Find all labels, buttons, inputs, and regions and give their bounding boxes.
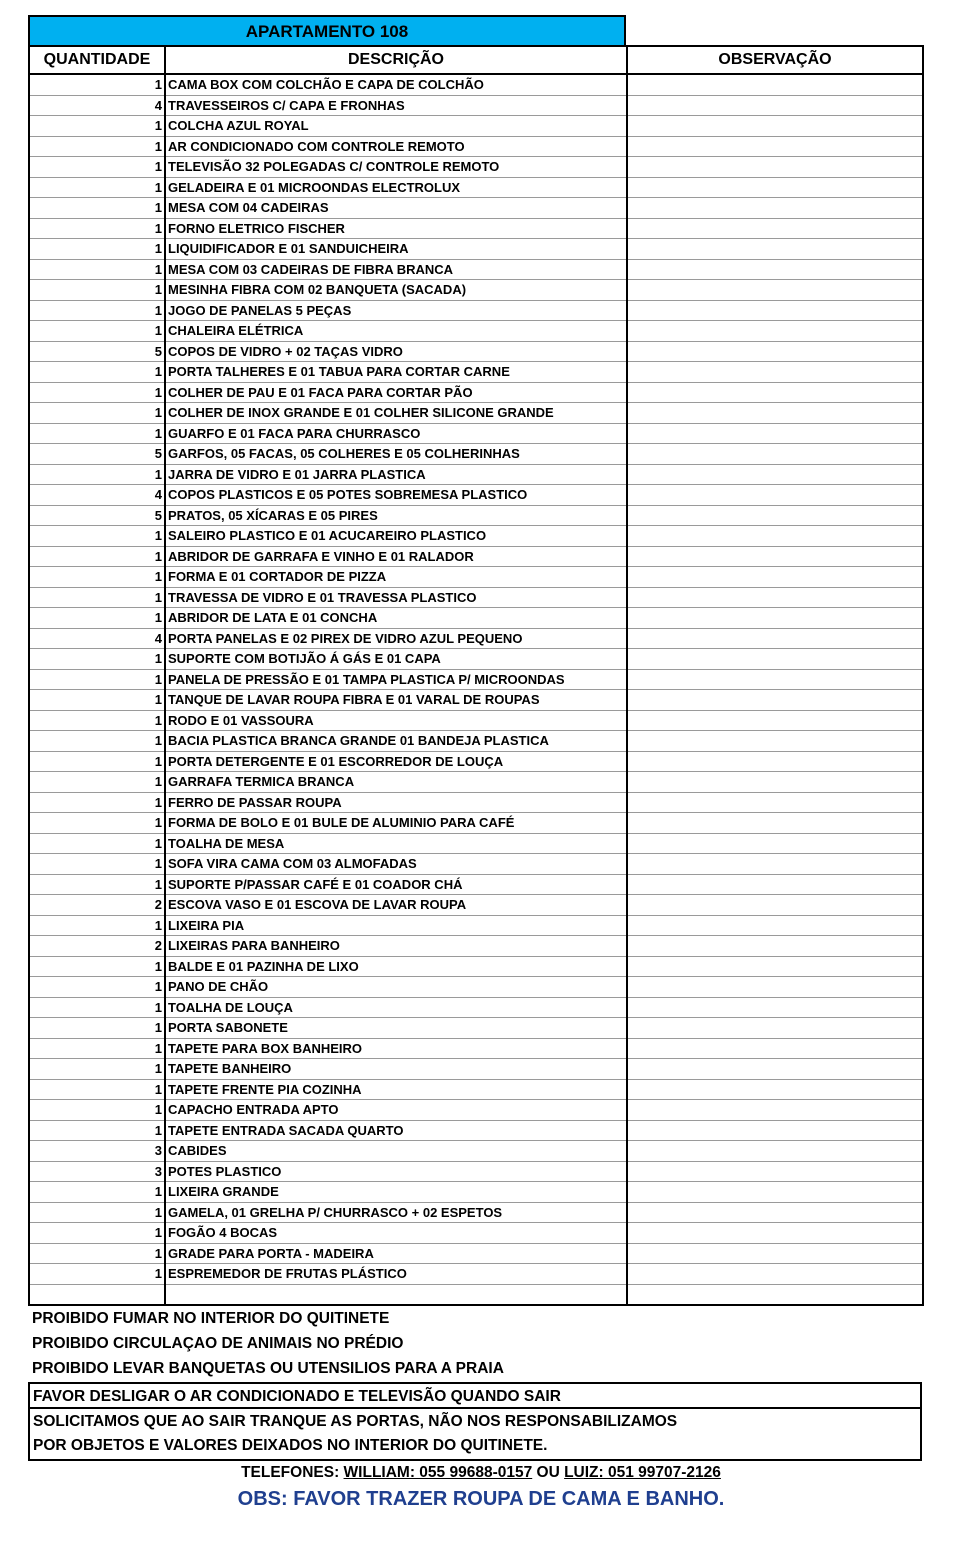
description-cell: PORTA SABONETE bbox=[165, 1018, 627, 1039]
description-cell: COLCHA AZUL ROYAL bbox=[165, 116, 627, 137]
table-row bbox=[29, 936, 923, 957]
observation-cell bbox=[627, 731, 923, 752]
description-cell: ESPREMEDOR DE FRUTAS PLÁSTICO bbox=[165, 1264, 627, 1285]
quantity-cell: 1 bbox=[29, 382, 165, 403]
observation-cell bbox=[627, 403, 923, 424]
table-row bbox=[29, 690, 923, 711]
header-observacao: OBSERVAÇÃO bbox=[627, 46, 923, 74]
quantity-cell: 1 bbox=[29, 649, 165, 670]
quantity-cell: 1 bbox=[29, 1182, 165, 1203]
table-row bbox=[29, 1243, 923, 1264]
observation-cell bbox=[627, 874, 923, 895]
observation-cell bbox=[627, 505, 923, 526]
observation-cell bbox=[627, 362, 923, 383]
observation-cell bbox=[627, 280, 923, 301]
rule-line: PROIBIDO LEVAR BANQUETAS OU UTENSILIOS PARA A PRAIA bbox=[32, 1360, 504, 1377]
observation-cell bbox=[627, 956, 923, 977]
quantity-cell: 1 bbox=[29, 1243, 165, 1264]
description-cell: JARRA DE VIDRO E 01 JARRA PLASTICA bbox=[165, 464, 627, 485]
observation-cell bbox=[627, 95, 923, 116]
observation-cell bbox=[627, 854, 923, 875]
quantity-cell: 1 bbox=[29, 669, 165, 690]
observation-cell bbox=[627, 1141, 923, 1162]
quantity-cell: 5 bbox=[29, 505, 165, 526]
table-row bbox=[29, 300, 923, 321]
quantity-cell: 3 bbox=[29, 1161, 165, 1182]
table-row bbox=[29, 1182, 923, 1203]
table-row bbox=[29, 751, 923, 772]
apartment-title: APARTAMENTO 108 bbox=[28, 15, 626, 45]
quantity-cell: 1 bbox=[29, 956, 165, 977]
observation-cell bbox=[627, 1038, 923, 1059]
quantity-cell: 1 bbox=[29, 1059, 165, 1080]
notice-box-ac bbox=[28, 1382, 922, 1409]
table-row bbox=[29, 895, 923, 916]
table-row bbox=[29, 95, 923, 116]
table-row bbox=[29, 444, 923, 465]
observation-cell bbox=[627, 239, 923, 260]
description-cell: BALDE E 01 PAZINHA DE LIXO bbox=[165, 956, 627, 977]
table-row bbox=[29, 1038, 923, 1059]
description-cell: TAPETE ENTRADA SACADA QUARTO bbox=[165, 1120, 627, 1141]
description-cell: FORNO ELETRICO FISCHER bbox=[165, 218, 627, 239]
description-cell: JOGO DE PANELAS 5 PEÇAS bbox=[165, 300, 627, 321]
description-cell: FERRO DE PASSAR ROUPA bbox=[165, 792, 627, 813]
description-cell: PANELA DE PRESSÃO E 01 TAMPA PLASTICA P/ MICROONDAS bbox=[165, 669, 627, 690]
description-cell: TRAVESSA DE VIDRO E 01 TRAVESSA PLASTICO bbox=[165, 587, 627, 608]
quantity-cell: 1 bbox=[29, 1038, 165, 1059]
observation-cell bbox=[627, 1018, 923, 1039]
table-row bbox=[29, 792, 923, 813]
observation-cell bbox=[627, 1264, 923, 1285]
table-row bbox=[29, 362, 923, 383]
table-row bbox=[29, 1264, 923, 1285]
description-cell: SALEIRO PLASTICO E 01 ACUCAREIRO PLASTICO bbox=[165, 526, 627, 547]
quantity-cell: 1 bbox=[29, 997, 165, 1018]
quantity-cell: 1 bbox=[29, 772, 165, 793]
description-cell: PORTA PANELAS E 02 PIREX DE VIDRO AZUL PEQUENO bbox=[165, 628, 627, 649]
observation-cell bbox=[627, 485, 923, 506]
quantity-cell: 1 bbox=[29, 874, 165, 895]
table-row bbox=[29, 403, 923, 424]
description-cell: COLHER DE INOX GRANDE E 01 COLHER SILICONE GRANDE bbox=[165, 403, 627, 424]
observation-cell bbox=[627, 259, 923, 280]
quantity-cell: 1 bbox=[29, 1120, 165, 1141]
quantity-cell: 1 bbox=[29, 362, 165, 383]
quantity-cell: 1 bbox=[29, 567, 165, 588]
quantity-cell: 1 bbox=[29, 423, 165, 444]
description-cell: FOGÃO 4 BOCAS bbox=[165, 1223, 627, 1244]
quantity-cell: 1 bbox=[29, 1100, 165, 1121]
table-row bbox=[29, 136, 923, 157]
inventory-table bbox=[28, 45, 924, 1306]
table-row bbox=[29, 382, 923, 403]
table-row bbox=[29, 341, 923, 362]
table-row bbox=[29, 198, 923, 219]
table-row bbox=[29, 177, 923, 198]
table-row bbox=[29, 321, 923, 342]
quantity-cell bbox=[29, 1284, 165, 1305]
notice-text: SOLICITAMOS QUE AO SAIR TRANQUE AS PORTAS, NÃO NOS RESPONSABILIZAMOS bbox=[33, 1413, 678, 1430]
quantity-cell: 1 bbox=[29, 526, 165, 547]
description-cell: TAPETE PARA BOX BANHEIRO bbox=[165, 1038, 627, 1059]
quantity-cell: 1 bbox=[29, 239, 165, 260]
description-cell: TANQUE DE LAVAR ROUPA FIBRA E 01 VARAL DE ROUPAS bbox=[165, 690, 627, 711]
observation-cell bbox=[627, 751, 923, 772]
rules-list bbox=[32, 1306, 504, 1381]
observation-cell bbox=[627, 567, 923, 588]
observation-cell bbox=[627, 341, 923, 362]
description-cell: LIXEIRA PIA bbox=[165, 915, 627, 936]
table-row bbox=[29, 874, 923, 895]
quantity-cell: 1 bbox=[29, 792, 165, 813]
table-row bbox=[29, 649, 923, 670]
table-row bbox=[29, 854, 923, 875]
description-cell: GRADE PARA PORTA - MADEIRA bbox=[165, 1243, 627, 1264]
table-row bbox=[29, 1161, 923, 1182]
observation-cell bbox=[627, 813, 923, 834]
observation-cell bbox=[627, 936, 923, 957]
description-cell: ABRIDOR DE GARRAFA E VINHO E 01 RALADOR bbox=[165, 546, 627, 567]
observation-cell bbox=[627, 710, 923, 731]
table-row bbox=[29, 485, 923, 506]
description-cell: MESINHA FIBRA COM 02 BANQUETA (SACADA) bbox=[165, 280, 627, 301]
notice-text: FAVOR DESLIGAR O AR CONDICIONADO E TELEVISÃO QUANDO SAIR bbox=[33, 1388, 561, 1405]
description-cell: PORTA DETERGENTE E 01 ESCORREDOR DE LOUÇA bbox=[165, 751, 627, 772]
table-row bbox=[29, 464, 923, 485]
table-row bbox=[29, 1059, 923, 1080]
quantity-cell: 1 bbox=[29, 157, 165, 178]
description-cell: LIXEIRAS PARA BANHEIRO bbox=[165, 936, 627, 957]
quantity-cell: 1 bbox=[29, 1264, 165, 1285]
observation-cell bbox=[627, 587, 923, 608]
phones-line bbox=[0, 1464, 962, 1482]
table-body bbox=[29, 74, 923, 1305]
observation-cell bbox=[627, 915, 923, 936]
quantity-cell: 1 bbox=[29, 177, 165, 198]
observation-cell bbox=[627, 1284, 923, 1305]
description-cell: AR CONDICIONADO COM CONTROLE REMOTO bbox=[165, 136, 627, 157]
observation-cell bbox=[627, 444, 923, 465]
quantity-cell: 1 bbox=[29, 74, 165, 95]
table-row bbox=[29, 526, 923, 547]
phones-label: TELEFONES: bbox=[241, 1464, 340, 1481]
quantity-cell: 1 bbox=[29, 464, 165, 485]
observation-cell bbox=[627, 464, 923, 485]
phone-luiz: LUIZ: 051 99707-2126 bbox=[564, 1464, 721, 1481]
quantity-cell: 1 bbox=[29, 403, 165, 424]
description-cell: COPOS PLASTICOS E 05 POTES SOBREMESA PLASTICO bbox=[165, 485, 627, 506]
observation-cell bbox=[627, 423, 923, 444]
description-cell: TRAVESSEIROS C/ CAPA E FRONHAS bbox=[165, 95, 627, 116]
description-cell: LIQUIDIFICADOR E 01 SANDUICHEIRA bbox=[165, 239, 627, 260]
table-row bbox=[29, 997, 923, 1018]
observation-cell bbox=[627, 177, 923, 198]
quantity-cell: 1 bbox=[29, 1223, 165, 1244]
observation-cell bbox=[627, 1100, 923, 1121]
quantity-cell: 5 bbox=[29, 444, 165, 465]
observation-cell bbox=[627, 772, 923, 793]
quantity-cell: 1 bbox=[29, 813, 165, 834]
observation-cell bbox=[627, 218, 923, 239]
table-row bbox=[29, 628, 923, 649]
quantity-cell: 1 bbox=[29, 300, 165, 321]
rule-line: PROIBIDO CIRCULAÇAO DE ANIMAIS NO PRÉDIO bbox=[32, 1335, 404, 1352]
observation-cell bbox=[627, 300, 923, 321]
quantity-cell: 4 bbox=[29, 485, 165, 506]
table-row bbox=[29, 1079, 923, 1100]
observation-cell bbox=[627, 1223, 923, 1244]
observation-cell bbox=[627, 895, 923, 916]
description-cell: CHALEIRA ELÉTRICA bbox=[165, 321, 627, 342]
header-quantidade: QUANTIDADE bbox=[29, 46, 165, 74]
description-cell: FORMA E 01 CORTADOR DE PIZZA bbox=[165, 567, 627, 588]
quantity-cell: 1 bbox=[29, 1079, 165, 1100]
description-cell: BACIA PLASTICA BRANCA GRANDE 01 BANDEJA PLASTICA bbox=[165, 731, 627, 752]
table-row bbox=[29, 74, 923, 95]
table-row bbox=[29, 1018, 923, 1039]
table-row bbox=[29, 423, 923, 444]
table-row bbox=[29, 956, 923, 977]
table-row bbox=[29, 546, 923, 567]
description-cell: GARRAFA TERMICA BRANCA bbox=[165, 772, 627, 793]
quantity-cell: 1 bbox=[29, 280, 165, 301]
description-cell: SUPORTE COM BOTIJÃO Á GÁS E 01 CAPA bbox=[165, 649, 627, 670]
table-row bbox=[29, 1223, 923, 1244]
notice-text: POR OBJETOS E VALORES DEIXADOS NO INTERIOR DO QUITINETE. bbox=[33, 1437, 548, 1454]
table-row bbox=[29, 772, 923, 793]
quantity-cell: 3 bbox=[29, 1141, 165, 1162]
description-cell: PRATOS, 05 XÍCARAS E 05 PIRES bbox=[165, 505, 627, 526]
header-descricao: DESCRIÇÃO bbox=[165, 46, 627, 74]
table-row bbox=[29, 669, 923, 690]
observation-cell bbox=[627, 1243, 923, 1264]
observation-cell bbox=[627, 116, 923, 137]
quantity-cell: 1 bbox=[29, 198, 165, 219]
quantity-cell: 4 bbox=[29, 95, 165, 116]
quantity-cell: 4 bbox=[29, 628, 165, 649]
quantity-cell: 1 bbox=[29, 854, 165, 875]
table-row bbox=[29, 1284, 923, 1305]
observation-cell bbox=[627, 628, 923, 649]
table-row bbox=[29, 710, 923, 731]
table-header-row bbox=[29, 46, 923, 74]
description-cell: SOFA VIRA CAMA COM 03 ALMOFADAS bbox=[165, 854, 627, 875]
table-row bbox=[29, 280, 923, 301]
table-row bbox=[29, 567, 923, 588]
observation-cell bbox=[627, 997, 923, 1018]
description-cell: COLHER DE PAU E 01 FACA PARA CORTAR PÃO bbox=[165, 382, 627, 403]
quantity-cell: 1 bbox=[29, 587, 165, 608]
description-cell: POTES PLASTICO bbox=[165, 1161, 627, 1182]
description-cell bbox=[165, 1284, 627, 1305]
description-cell: TOALHA DE MESA bbox=[165, 833, 627, 854]
description-cell: LIXEIRA GRANDE bbox=[165, 1182, 627, 1203]
quantity-cell: 1 bbox=[29, 731, 165, 752]
observation-cell bbox=[627, 136, 923, 157]
description-cell: GAMELA, 01 GRELHA P/ CHURRASCO + 02 ESPETOS bbox=[165, 1202, 627, 1223]
table-row bbox=[29, 239, 923, 260]
description-cell: PANO DE CHÃO bbox=[165, 977, 627, 998]
observation-cell bbox=[627, 608, 923, 629]
quantity-cell: 2 bbox=[29, 936, 165, 957]
observation-cell bbox=[627, 526, 923, 547]
table-row bbox=[29, 1100, 923, 1121]
obs-note: OBS: FAVOR TRAZER ROUPA DE CAMA E BANHO. bbox=[237, 1488, 725, 1510]
observation-cell bbox=[627, 198, 923, 219]
quantity-cell: 5 bbox=[29, 341, 165, 362]
quantity-cell: 1 bbox=[29, 751, 165, 772]
quantity-cell: 1 bbox=[29, 116, 165, 137]
quantity-cell: 1 bbox=[29, 136, 165, 157]
description-cell: CABIDES bbox=[165, 1141, 627, 1162]
description-cell: TELEVISÃO 32 POLEGADAS C/ CONTROLE REMOTO bbox=[165, 157, 627, 178]
table-row bbox=[29, 608, 923, 629]
observation-cell bbox=[627, 382, 923, 403]
observation-cell bbox=[627, 321, 923, 342]
table-row bbox=[29, 116, 923, 137]
quantity-cell: 1 bbox=[29, 915, 165, 936]
quantity-cell: 1 bbox=[29, 259, 165, 280]
quantity-cell: 1 bbox=[29, 710, 165, 731]
table-row bbox=[29, 157, 923, 178]
observation-cell bbox=[627, 690, 923, 711]
phones-separator: OU bbox=[536, 1464, 560, 1481]
description-cell: FORMA DE BOLO E 01 BULE DE ALUMINIO PARA CAFÉ bbox=[165, 813, 627, 834]
table-row bbox=[29, 833, 923, 854]
description-cell: RODO E 01 VASSOURA bbox=[165, 710, 627, 731]
quantity-cell: 1 bbox=[29, 833, 165, 854]
table-row bbox=[29, 587, 923, 608]
quantity-cell: 1 bbox=[29, 608, 165, 629]
description-cell: CAMA BOX COM COLCHÃO E CAPA DE COLCHÃO bbox=[165, 74, 627, 95]
description-cell: CAPACHO ENTRADA APTO bbox=[165, 1100, 627, 1121]
observation-cell bbox=[627, 1202, 923, 1223]
quantity-cell: 2 bbox=[29, 895, 165, 916]
observation-cell bbox=[627, 1182, 923, 1203]
table-row bbox=[29, 259, 923, 280]
description-cell: ABRIDOR DE LATA E 01 CONCHA bbox=[165, 608, 627, 629]
table-row bbox=[29, 731, 923, 752]
observation-cell bbox=[627, 74, 923, 95]
table-row bbox=[29, 1141, 923, 1162]
notice-box-doors bbox=[28, 1409, 922, 1461]
description-cell: TOALHA DE LOUÇA bbox=[165, 997, 627, 1018]
description-cell: MESA COM 03 CADEIRAS DE FIBRA BRANCA bbox=[165, 259, 627, 280]
table-row bbox=[29, 505, 923, 526]
table-row bbox=[29, 218, 923, 239]
observation-cell bbox=[627, 649, 923, 670]
quantity-cell: 1 bbox=[29, 1202, 165, 1223]
description-cell: TAPETE FRENTE PIA COZINHA bbox=[165, 1079, 627, 1100]
observation-cell bbox=[627, 1059, 923, 1080]
table-row bbox=[29, 977, 923, 998]
quantity-cell: 1 bbox=[29, 1018, 165, 1039]
table-row bbox=[29, 915, 923, 936]
quantity-cell: 1 bbox=[29, 690, 165, 711]
observation-cell bbox=[627, 1120, 923, 1141]
description-cell: GELADEIRA E 01 MICROONDAS ELECTROLUX bbox=[165, 177, 627, 198]
observation-cell bbox=[627, 1161, 923, 1182]
description-cell: GUARFO E 01 FACA PARA CHURRASCO bbox=[165, 423, 627, 444]
description-cell: PORTA TALHERES E 01 TABUA PARA CORTAR CARNE bbox=[165, 362, 627, 383]
table-row bbox=[29, 1202, 923, 1223]
quantity-cell: 1 bbox=[29, 218, 165, 239]
description-cell: ESCOVA VASO E 01 ESCOVA DE LAVAR ROUPA bbox=[165, 895, 627, 916]
description-cell: MESA COM 04 CADEIRAS bbox=[165, 198, 627, 219]
table-row bbox=[29, 813, 923, 834]
table-row bbox=[29, 1120, 923, 1141]
observation-cell bbox=[627, 977, 923, 998]
description-cell: TAPETE BANHEIRO bbox=[165, 1059, 627, 1080]
phone-william: WILLIAM: 055 99688-0157 bbox=[343, 1464, 533, 1481]
quantity-cell: 1 bbox=[29, 546, 165, 567]
quantity-cell: 1 bbox=[29, 977, 165, 998]
observation-cell bbox=[627, 546, 923, 567]
observation-cell bbox=[627, 1079, 923, 1100]
description-cell: SUPORTE P/PASSAR CAFÉ E 01 COADOR CHÁ bbox=[165, 874, 627, 895]
description-cell: COPOS DE VIDRO + 02 TAÇAS VIDRO bbox=[165, 341, 627, 362]
rule-line: PROIBIDO FUMAR NO INTERIOR DO QUITINETE bbox=[32, 1310, 390, 1327]
observation-cell bbox=[627, 669, 923, 690]
observation-cell bbox=[627, 792, 923, 813]
description-cell: GARFOS, 05 FACAS, 05 COLHERES E 05 COLHERINHAS bbox=[165, 444, 627, 465]
quantity-cell: 1 bbox=[29, 321, 165, 342]
observation-cell bbox=[627, 157, 923, 178]
observation-cell bbox=[627, 833, 923, 854]
